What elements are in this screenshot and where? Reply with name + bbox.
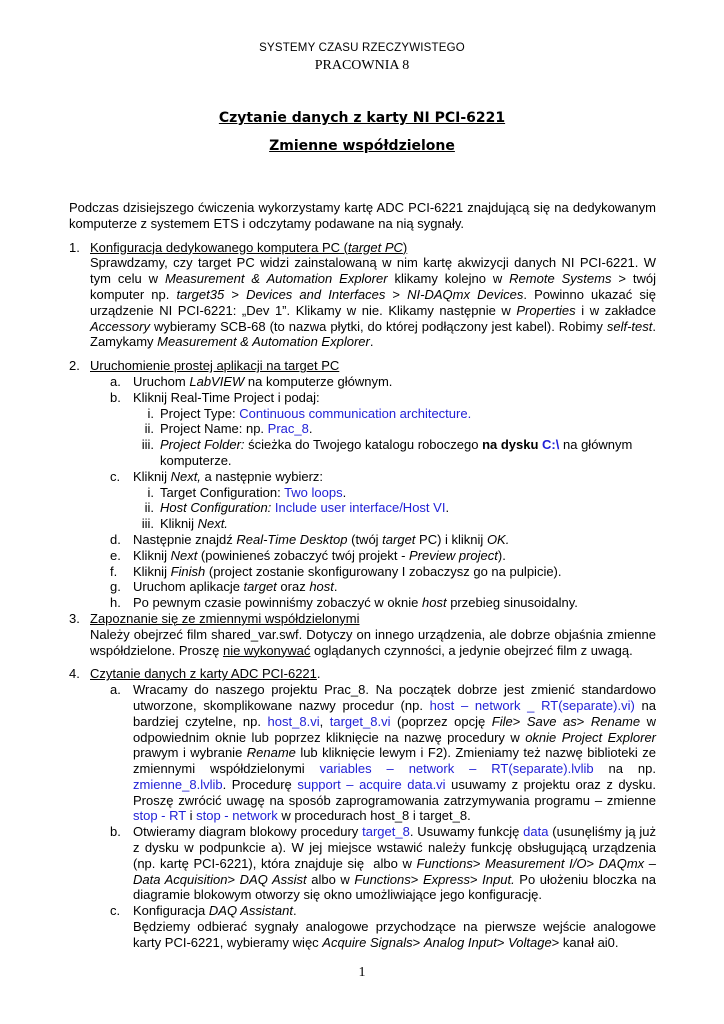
section-1: 1. Konfiguracja dedykowanego komputera PC (target PC) Sprawdzamy, czy target PC widzi zainstalowaną w nim kartę akwizycji danych NI PCI-6221. W tym celu w Measurement & Automation Explorer klikamy kolejno w Remote Systems > twój komputer np. target35 > Devices and Interfaces > NI-DAQmx Devices. Powinno ukazać się urządzenie NI PCI-6221: „Dev 1”. Klikamy w nie. Klikamy następnie w Properties i w zakładce Accessory wybieramy SCB-68 (to nazwa płytki, do której podłączony jest kabel). Robimy self-test. Zamykamy Measurement & Automation Explorer. [69,239,657,350]
intro-paragraph: Podczas dzisiejszego ćwiczenia wykorzystamy kartę ADC PCI-6221 znajdującą się na dedykowanym komputerze z systemem ETS i odczytamy podawane na nią sygnały. [69,200,656,231]
header-course: SYSTEMY CZASU RZECZYWISTEGO [259,42,465,54]
section-3: 3. Zapoznanie się ze zmiennymi współdzielonymi Należy obejrzeć film shared_var.swf. Dotyczy on innego urządzenia, ale dobrze objaśnia zmienne współdzielone. Proszę nie wykonywać oglądanych czynności, a jedynie obejrzeć film z uwagą. [69,610,656,658]
document-title: Czytanie danych z karty NI PCI-6221 [218,110,506,126]
section-4: 4. Czytanie danych z karty ADC PCI-6221. [69,666,321,682]
page-number: 1 [358,965,366,980]
document-subtitle: Zmienne współdzielone [269,138,455,154]
section-2: 2. Uruchomienie prostej aplikacji na target PC [69,358,340,374]
header-lab: PRACOWNIA 8 [314,58,410,73]
document-body: Podczas dzisiejszego ćwiczenia wykorzystamy kartę ADC PCI-6221 znajdującą się na dedykowanym komputerze z systemem ETS i odczytamy podawane na nią sygnały. 1. Konfiguracja dedykowanego komputera PC (target PC) Sprawdzamy, czy target PC widzi zainstalowaną w nim kartę akwizycji danych NI PCI-6221. W tym celu w Measurement & Automation Explorer klikamy kolejno w Remote Systems > twój komputer np. target35 > Devices and Interfaces > NI-DAQmx Devices. Powinno ukazać się urządzenie NI PCI-6221: „Dev 1”. Klikamy w nie. Klikamy następnie w Properties i w zakładce Accessory wybieramy SCB-68 (to nazwa płytki, do której podłączony jest kabel). Robimy self-test. Zamykamy Measurement & Automation Explorer. 2. Uruchomienie prostej aplikacji na target PC a. Uruchom LabVIEW na komputerze głównym. b. Kliknij Real-Time Project i podaj: i. Project Type: Continuous communication architecture. ii. Project Name: np. Prac_8. iii. Project Folder: ścieżka do Twojego katalogu roboczego na dysku C:\ na głównym komputerze. c. Kliknij Next, a następnie wybierz: i. Target Configuration: Two loops. ii. Host Configuration: Include user interface/Host VI. iii. Kliknij Next. d. Następnie znajdź Real-Time Desktop (twój target PC) i kliknij OK. e. Kliknij Next (powinieneś zobaczyć twój projekt - Preview project). f. Kliknij Finish (project zostanie skonfigurowany I zobaczysz go na pulpicie). g. Uruchom aplikacje target oraz host. h. Po pewnym czasie powinniśmy zobaczyć w oknie host przebieg sinusoidalny. 3. Zapoznanie się ze zmiennymi współdzielonymi Należy obejrzeć film shared_var.swf. Dotyczy on innego urządzenia, ale dobrze objaśnia zmienne współdzielone. Proszę nie wykonywać oglądanych czynności, a jedynie obejrzeć film z uwagą. 4. Czytanie danych z karty ADC PCI-6221. a. Wracamy do naszego projektu Prac_8. Na początek dobrze jest zmienić standardowo utworzone, skomplikowane nazwy procedur (np. host – network _ RT(separate).vi) na bardziej czytelne, np. host_8.vi, target_8.vi (poprzez opcję File> Save as> Rename w odpowiednim oknie lub poprzez kliknięcie na nazwę procedury w oknie Project Explorer prawym i wybranie Rename lub kliknięcie lewym i F2). Zmieniamy też nazwę biblioteki ze zmiennymi współdzielonymi variables – network – RT(separate).lvlib na np. zmienne_8.lvlib. Procedurę support – acquire data.vi usuwamy z projektu oraz z dysku. Proszę zwrócić uwagę na sposób zaprogramowania zatrzymywania programu – zmienne stop - RT i stop - network w procedurach host_8 i target_8. b. Otwieramy diagram blokowy procedury target_8. Usuwamy funkcję data (usunęliśmy ją już z dysku w podpunkcie a). W jej miejsce wstawić należy funkcję obsługującą urządzenia (np. kartę PCI-6221), która znajduje się albo w Functions> Measurement I/O> DAQmx – Data Acquisition> DAQ Assist albo w Functions> Express> Input. Po ułożeniu bloczka na diagramie blokowym otworzy się okno umożliwiające jego konfigurację. c. Konfiguracja DAQ Assistant. Będziemy odbierać sygnały analogowe przychodzące na pierwsze wejście analogowe karty PCI-6221, wybieramy więc Acquire Signals> Analog Input> Voltage> kanał ai0. [69,200,657,950]
